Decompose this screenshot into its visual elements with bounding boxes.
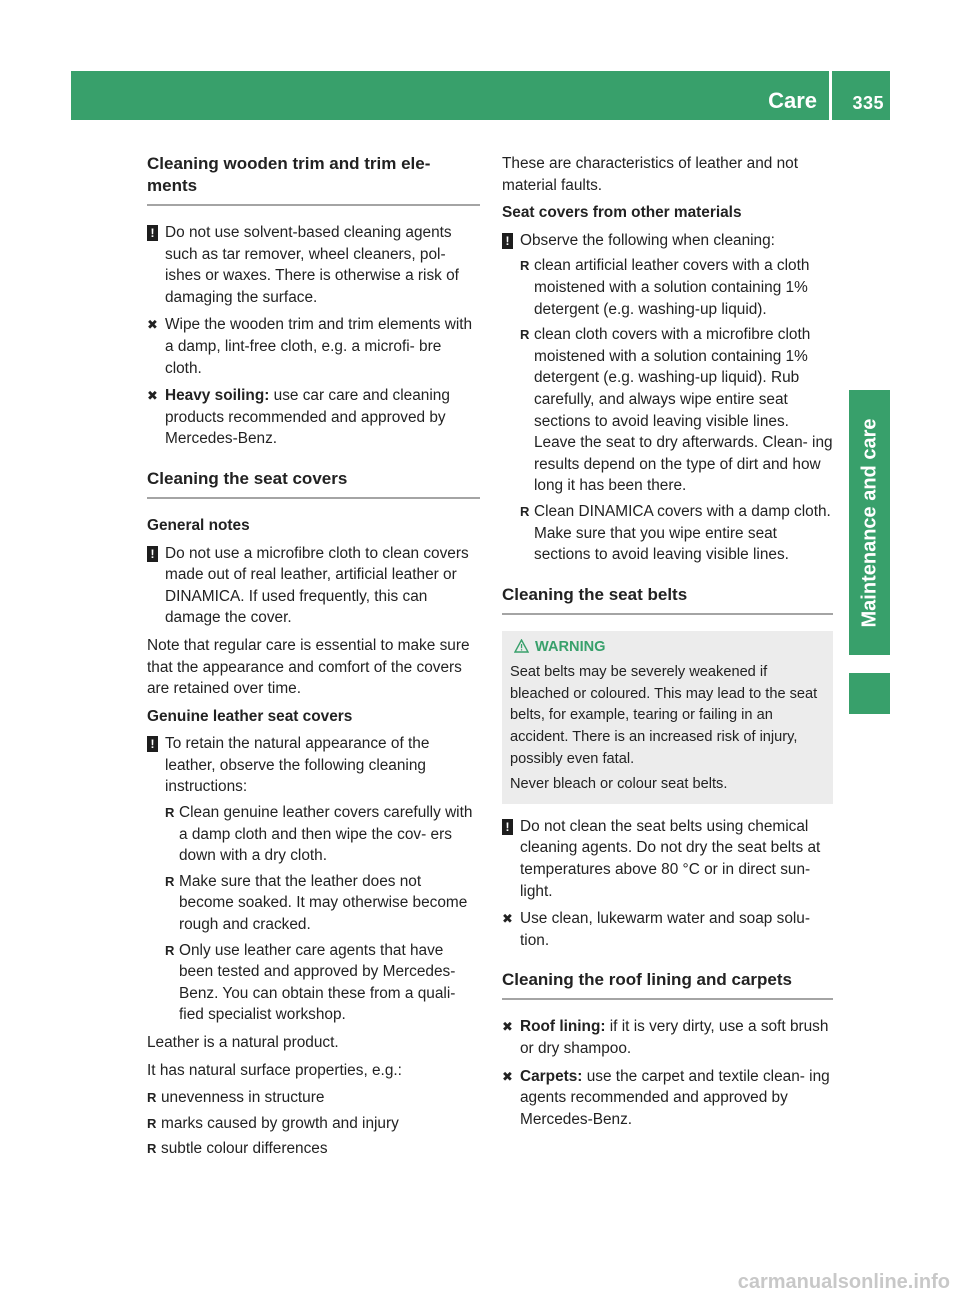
step-arrow-icon: ✖ [147, 388, 158, 404]
other-materials-bullet-list [520, 255, 833, 565]
list-item: R Clean genuine leather covers carefully with a damp cloth and then wipe the cov- ers down with a dry cloth. [165, 804, 473, 865]
note-other-materials-text: Observe the following when cleaning: [520, 231, 775, 249]
step-carpets-label: Carpets: [520, 1067, 583, 1085]
warning-box [502, 631, 833, 804]
watermark: carmanualsonline.info [737, 1271, 950, 1293]
note-seat-belts-text: Do not clean the seat belts using chemical cleaning agents. Do not dry the seat belts at temperatures above 80 °C or in direct sun- light. [520, 817, 821, 900]
warning-triangle-icon [514, 639, 529, 653]
note-solvent [147, 222, 480, 308]
step-heavy-soiling-label: Heavy soiling: [165, 387, 270, 405]
step-heavy-soiling-text: use car care and cleaning products recommended and approved by Mercedes-Benz. [165, 387, 450, 448]
list-item: R clean artificial leather covers with a cloth moistened with a solution containing 1% detergent (e.g. washing-up liquid). [520, 257, 810, 318]
page-header [71, 71, 890, 120]
note-microfibre [147, 543, 480, 629]
paragraph-natural-product: Leather is a natural product. [147, 1034, 339, 1051]
note-leather-text: To retain the natural appearance of the leather, observe the following cleaning instructions: [165, 735, 430, 796]
exclamation-icon: ! [147, 225, 158, 241]
step-roof-lining-label: Roof lining: [520, 1018, 606, 1036]
list-item-text: clean cloth covers with a microfibre cloth moistened with a solution containing 1% detergent (e.g. washing-up liquid). Rub carefully, and always wipe entire seat sections to avoid leaving visible lines. Leave the seat to dry afterwards. Clean- ing results depend on the type of dirt and how long it has been there. [534, 326, 833, 495]
exclamation-icon: ! [502, 819, 513, 835]
heading-seat-belts: Cleaning the seat belts [502, 584, 833, 615]
chapter-tab-label: Maintenance and care [858, 418, 880, 627]
paragraph-not-faults: These are characteristics of leather and not material faults. [502, 155, 798, 194]
warning-text: Seat belts may be severely weakened if bleached or coloured. This may lead to the seat belts, for example, tearing or failing in an accident. There is an increased risk of injury, possibly even fatal. [510, 664, 818, 767]
paragraph-regular-care: Note that regular care is essential to make sure that the appearance and comfort of the covers are retained over time. [147, 636, 470, 698]
exclamation-icon: ! [147, 546, 158, 562]
list-item: R clean cloth covers with a microfibre cloth moistened with a solution containing 1% detergent (e.g. washing-up liquid). Rub carefully, and always wipe entire seat sections to avoid leaving visible lines. Leave the seat to dry afterwards. Clean- ing results depend on the type of dirt and how long it has been there. [520, 326, 833, 495]
note-leather [147, 733, 480, 1026]
step-soap-solution [502, 908, 833, 951]
step-arrow-icon: ✖ [147, 317, 158, 333]
step-arrow-icon: ✖ [502, 1068, 513, 1084]
exclamation-icon: ! [502, 233, 513, 249]
list-item: R Only use leather care agents that have been tested and approved by Mercedes- Benz. You can obtain these from a quali- fied specialist workshop. [165, 941, 456, 1024]
step-soap-solution-text: Use clean, lukewarm water and soap solu- tion. [520, 910, 810, 949]
warning-header [514, 637, 825, 659]
leather-bullet-list [165, 802, 480, 1026]
list-item-text: Clean DINAMICA covers with a damp cloth. Make sure that you wipe entire seat sections to avoid leaving visible lines. [534, 502, 831, 564]
list-item: R Clean DINAMICA covers with a damp cloth. Make sure that you wipe entire seat sections to avoid leaving visible lines. [520, 502, 831, 564]
step-arrow-icon: ✖ [502, 1019, 513, 1035]
note-microfibre-text: Do not use a microfibre cloth to clean covers made out of real leather, artificial leather or DINAMICA. If used frequently, this can damage the cover. [165, 544, 469, 627]
list-item-text: Make sure that the leather does not become soaked. It may otherwise become rough and cracked. [179, 872, 468, 934]
list-item: R unevenness in structure [147, 1089, 325, 1107]
warning-label: WARNING [535, 638, 606, 655]
chapter-marker [849, 673, 890, 714]
surface-bullet-list [147, 1087, 480, 1160]
list-item-text: Clean genuine leather covers carefully with a damp cloth and then wipe the cov- ers down with a dry cloth. [179, 804, 473, 865]
heading-other-materials: Seat covers from other materials [502, 204, 742, 222]
header-divider [829, 71, 832, 120]
page-number: 335 [852, 93, 884, 113]
step-heavy-soiling [147, 385, 480, 450]
heading-genuine-leather: Genuine leather seat covers [147, 707, 353, 725]
heading-wooden-trim-line1: Cleaning wooden trim and trim ele- [147, 154, 431, 173]
step-carpets [502, 1066, 833, 1131]
section-title: Care [768, 88, 817, 113]
list-item-text: clean artificial leather covers with a cloth moistened with a solution containing 1% detergent (e.g. washing-up liquid). [534, 257, 810, 318]
warning-text-2: Never bleach or colour seat belts. [510, 776, 728, 793]
step-roof-lining-text: if it is very dirty, use a soft brush or dry shampoo. [520, 1018, 829, 1057]
note-solvent-text: Do not use solvent-based cleaning agents such as tar remover, wheel cleaners, pol- ishes or waxes. There is otherwise a risk of damaging the surface. [165, 224, 459, 306]
list-item-text: marks caused by growth and injury [161, 1114, 399, 1132]
list-item: R subtle colour differences [147, 1140, 328, 1158]
list-item: R marks caused by growth and injury [147, 1114, 399, 1132]
step-wipe-trim-text: Wipe the wooden trim and trim elements with a damp, lint-free cloth, e.g. a microfi- bre cloth. [165, 316, 473, 377]
paragraph-surface-properties: It has natural surface properties, e.g.: [147, 1061, 402, 1079]
list-item: R Make sure that the leather does not become soaked. It may otherwise become rough and cracked. [165, 872, 468, 934]
right-column [502, 153, 833, 1136]
step-arrow-icon: ✖ [502, 911, 513, 927]
list-item-text: Only use leather care agents that have been tested and approved by Mercedes- Benz. You can obtain these from a quali- fied specialist workshop. [179, 941, 456, 1024]
exclamation-icon: ! [147, 736, 158, 752]
heading-seat-covers: Cleaning the seat covers [147, 468, 480, 499]
step-carpets-text: use the carpet and textile clean- ing agents recommended and approved by Mercedes-Benz. [520, 1067, 830, 1128]
step-roof-lining [502, 1016, 833, 1059]
list-item-text: unevenness in structure [161, 1089, 325, 1107]
note-other-materials [502, 230, 833, 566]
heading-wooden-trim [147, 153, 480, 206]
heading-wooden-trim-line2: ments [147, 176, 198, 195]
note-seat-belts [502, 816, 833, 902]
step-wipe-trim [147, 314, 480, 379]
heading-general-notes: General notes [147, 516, 250, 534]
chapter-tab [849, 390, 890, 655]
heading-roof-lining: Cleaning the roof lining and carpets [502, 969, 833, 1000]
list-item-text: subtle colour differences [161, 1140, 328, 1158]
left-column [147, 153, 480, 1166]
